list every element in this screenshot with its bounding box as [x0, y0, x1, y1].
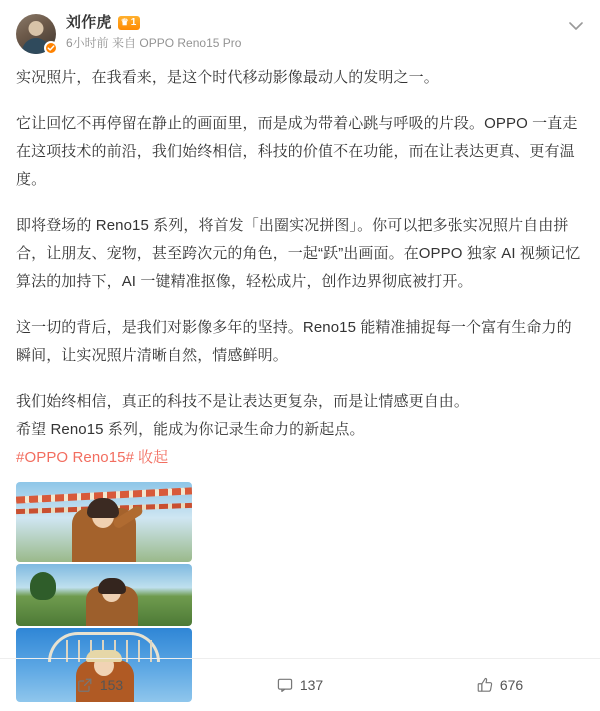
- photo-rollercoaster[interactable]: [16, 482, 192, 562]
- name-row: [66, 15, 584, 30]
- post-source[interactable]: 来自 OPPO Reno15 Pro: [112, 36, 242, 50]
- vip-badge[interactable]: [118, 16, 141, 30]
- share-button[interactable]: [0, 677, 200, 693]
- post-body: [0, 54, 600, 472]
- comment-count: 137: [299, 677, 324, 693]
- post-paragraph: 即将登场的 Reno15 系列，将首发「出圈实况拼图」。你可以把多张实况照片自由拼合，让朋友、宠物，甚至跨次元的角色，一起“跃”出画面。在OPPO 独家 AI 视频记忆算法的加持下，AI 一键精准抠像，轻松成片，创作边界彻底被打开。: [16, 217, 581, 290]
- post-paragraph: 它让回忆不再停留在静止的画面里，而是成为带着心跳与呼吸的片段。OPPO 一直走在这项技术的前沿，我们始终相信，科技的价值不在功能，而在让表达更真、更有温度。: [16, 115, 578, 188]
- share-icon: [77, 677, 93, 693]
- post-meta: [66, 37, 584, 49]
- header-texts: [66, 14, 584, 49]
- like-button[interactable]: [400, 677, 600, 693]
- hashtag-link[interactable]: #OPPO Reno15#: [16, 449, 135, 466]
- chevron-down-icon[interactable]: [566, 16, 586, 36]
- vip-level-label: 1: [130, 16, 137, 28]
- thumbs-up-icon: [477, 677, 493, 693]
- verified-check-icon: [44, 41, 58, 55]
- crown-icon: ♛: [120, 17, 129, 27]
- collapse-link[interactable]: 收起: [138, 449, 169, 466]
- author-name[interactable]: 刘作虎: [66, 14, 112, 31]
- post-time: 6小时前: [66, 36, 109, 50]
- share-count: 153: [99, 677, 124, 693]
- post-paragraph: 实况照片，在我看来，是这个时代移动影像最动人的发明之一。: [16, 69, 439, 86]
- post-actions: [0, 659, 600, 711]
- post-header: [0, 0, 600, 54]
- avatar[interactable]: [16, 14, 56, 54]
- comment-icon: [277, 677, 293, 693]
- comment-button[interactable]: [200, 677, 400, 693]
- like-count: 676: [499, 677, 524, 693]
- post-paragraph: 我们始终相信，真正的科技不是让表达更复杂，而是让情感更自由。: [16, 393, 470, 410]
- hashtag-row: [16, 444, 584, 472]
- photo-field[interactable]: [16, 564, 192, 626]
- post-paragraph: 这一切的背后，是我们对影像多年的坚持。Reno15 能精准捕捉每一个富有生命力的瞬间，让实况照片清晰自然，情感鲜明。: [16, 319, 572, 364]
- post-closing-line: 希望 Reno15 系列，能成为你记录生命力的新起点。: [16, 421, 365, 438]
